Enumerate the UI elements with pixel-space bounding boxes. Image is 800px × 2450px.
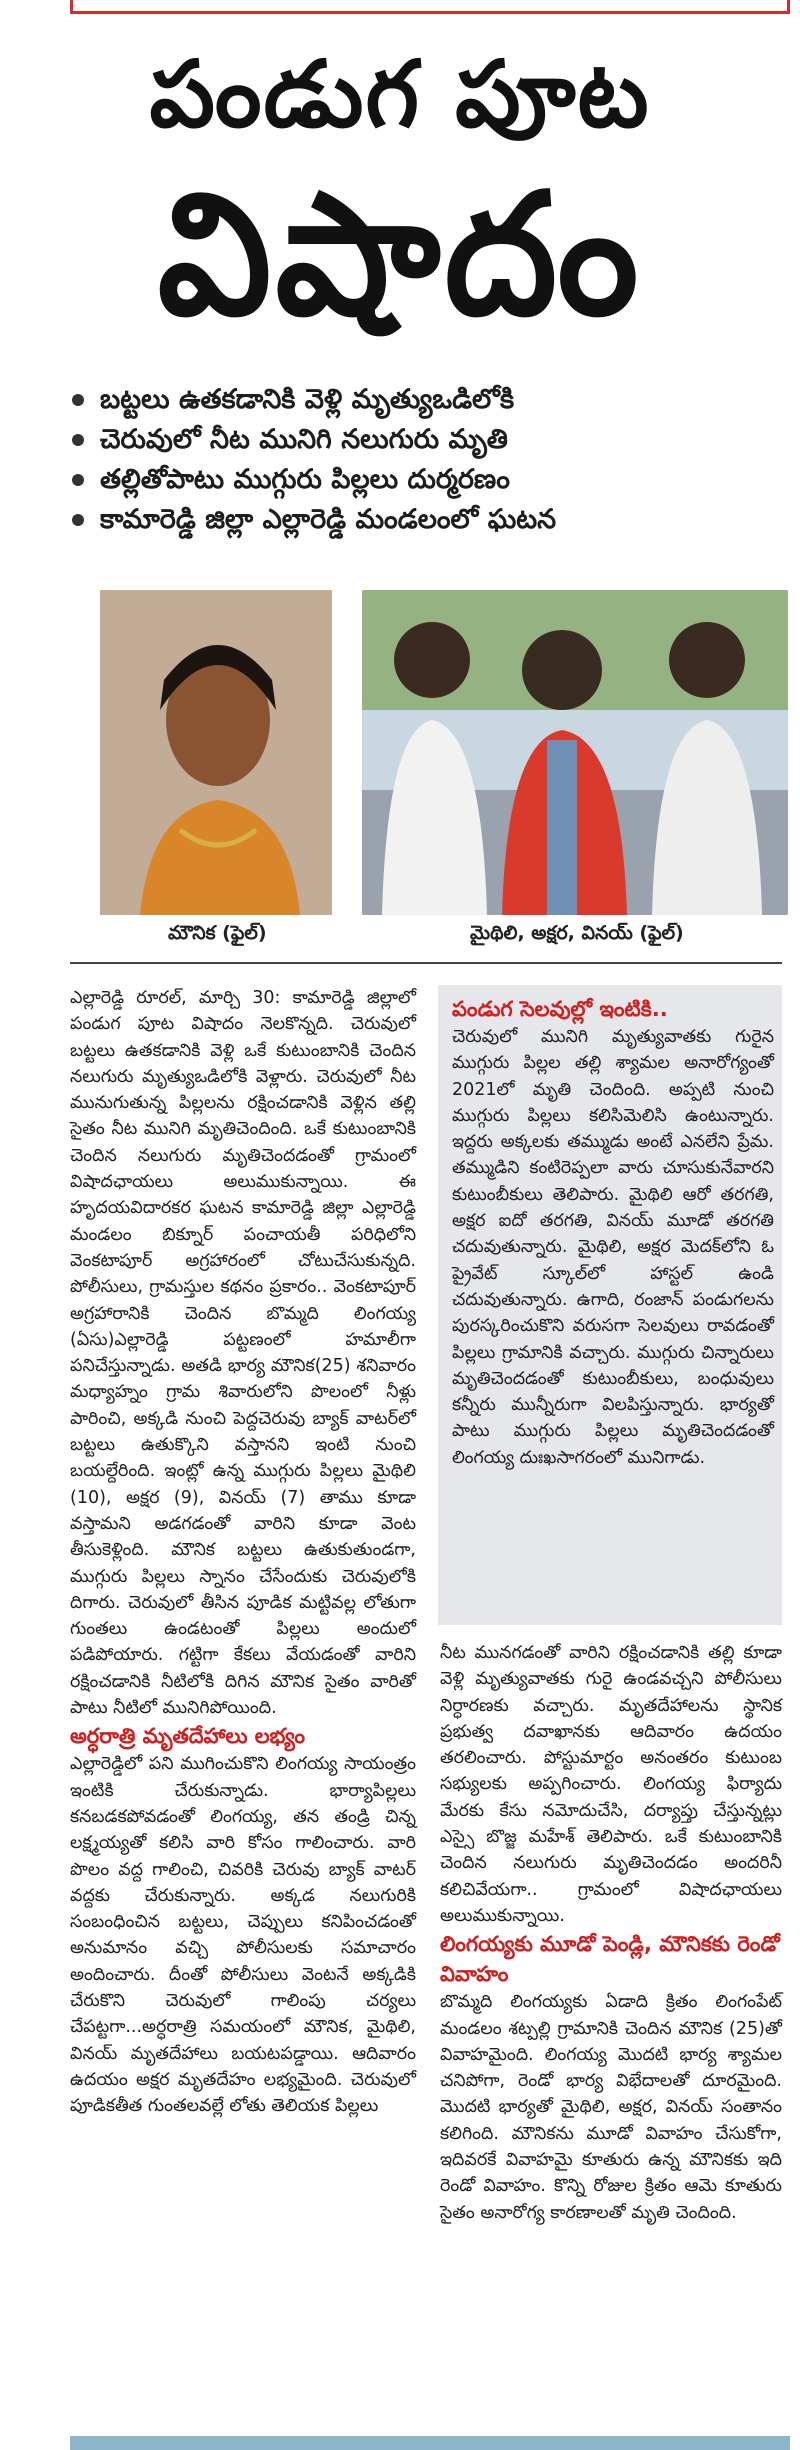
photo-mounika xyxy=(100,590,332,915)
left-column xyxy=(70,985,416,2119)
article-paragraph: నీట మునగడంతో వారిని రక్షించడానికి తల్లి కూడా వెళ్లి మృత్యువాతకు గురై ఉండవచ్చని పోలీసులు నిర్ధారణకు వచ్చారు. మృతదేహాలను స్థానిక ప్రభుత్వ దవాఖానకు ఆదివారం ఉదయం తరలించారు. పోస్టుమార్టం అనంతరం కుటుంబ సభ్యులకు అప్పగించారు. లింగయ్య ఫిర్యాదు మేరకు కేసు నమోదుచేసి, దర్యాప్తు చేస్తున్నట్లు ఎస్సై బొజ్జ మహేశ్ తెలిపారు. ఒకే కుటుంబానికి చెందిన నలుగురు మృతిచెందడం అందరినీ కలిచివేయగా.. గ్రామంలో విషాదఛాయలు అలుముకున్నాయి. xyxy=(440,1643,782,1926)
article-paragraph: చెరువులో మునిగి మృత్యువాతకు గురైన ముగ్గురు పిల్లల తల్లి శ్యామల అనారోగ్యంతో 2021లో మృతి చెందింది. అప్పటి నుంచి ముగ్గురు పిల్లలు కలిసిమెలిసి ఉంటున్నారు. ఇద్దరు అక్కలకు తమ్ముడు అంటే ఎనలేని ప్రేమ. తమ్ముడిని కంటిరెప్పలా వారు చూసుకునేవారని కుటుంబీకులు తెలిపారు. మైథిలి ఆరో తరగతి, అక్షర ఐదో తరగతి, వినయ్ మూడో తరగతి చదువుతున్నారు. మైథిలి, అక్షర మెదక్‌లోని ఓ ప్రైవేట్ స్కూల్‌లో హాస్టల్ ఉండి చదువుతున్నారు. ఉగాది, రంజాన్ పండుగలను పురస్కరించుకొని వరుసగా సెలవులు రావడంతో పిల్లలు గ్రామానికి వచ్చారు. ముగ్గురు చిన్నారులు మృతిచెందడంతో కుటుంబీకులు, బంధువులు కన్నీరు మున్నీరుగా విలపిస్తున్నారు. భార్యతో పాటు ముగ్గురు పిల్లలు మృతిచెందడంతో లింగయ్య దుఃఖసాగరంలో మునిగాడు. xyxy=(452,1027,774,1468)
sidebar-box-content xyxy=(452,994,774,1471)
photo-children xyxy=(362,590,788,915)
bullet-list xyxy=(72,380,772,540)
bullet-item: చెరువులో నీట మునిగి నలుగురు మృతి xyxy=(72,420,772,460)
headline-line-2: విషాదం xyxy=(157,156,643,353)
bullet-item: బట్టలు ఉతకడానికి వెళ్లి మృత్యుఒడిలోకి xyxy=(72,380,772,420)
caption-photo-2: మైథిలి, అక్షర, వినయ్ (ఫైల్) xyxy=(470,922,684,944)
bullet-dot-icon xyxy=(72,434,84,446)
bullet-dot-icon xyxy=(72,394,84,406)
bullet-item: తల్లితోపాటు ముగ్గురు పిల్లలు దుర్మరణం xyxy=(72,460,772,500)
subheading: పండుగ సెలవుల్లో ఇంటికి.. xyxy=(452,997,668,1021)
right-column xyxy=(440,1640,782,2226)
caption-photo-1: మౌనిక (ఫైల్) xyxy=(168,922,267,944)
subheading: లింగయ్యకు మూడో పెండ్లి, మౌనికకు రెండో వివాహం xyxy=(440,1932,780,1987)
top-border-rule xyxy=(70,0,790,14)
article-paragraph: ఎల్లారెడ్డి రూరల్, మార్చి 30: కామారెడ్డి జిల్లాలో పండుగ పూట విషాదం నెలకొన్నది. చెరువులో బట్టలు ఉతకడానికి వెళ్లి ఒకే కుటుంబానికి చెందిన నలుగురు మృత్యుఒడిలోకి వెళ్లారు. చెరువులో నీట మునుగుతున్న పిల్లలను రక్షించడానికి వెళ్లిన తల్లి సైతం నీట మునిగి మృతిచెందింది. ఒకే కుటుంబానికి చెందిన నలుగురు మృతిచెందడంతో గ్రామంలో విషాదఛాయలు అలుముకున్నాయి. ఈ హృదయవిదారకర ఘటన కామారెడ్డి జిల్లా ఎల్లారెడ్డి మండలం బిక్నూర్ పంచాయతీ పరిధిలోని వెంకటాపూర్ అగ్రహారంలో చోటుచేసుకున్నది. పోలీసులు, గ్రామస్తుల కథనం ప్రకారం.. వెంకటాపూర్ అగ్రహారానికి చెందిన బొమ్మది లింగయ్య (ఏసు)ఎల్లారెడ్డి పట్టణంలో హమాలీగా పనిచేస్తున్నాడు. అతడి భార్య మౌనిక(25) శనివారం మధ్యాహ్నం గ్రామ శివారులోని పొలంలో నీళ్లు పారించి, అక్కడి నుంచి పెద్దచెరువు బ్యాక్ వాటర్‌లో బట్టలు ఉతుక్కొని వస్తానని ఇంటి నుంచి బయల్దేరింది. ఇంట్లో ఉన్న ముగ్గురు పిల్లలు మైథిలి (10), అక్షర (9), వినయ్ (7) తాము కూడా వస్తామని అడగడంతో వారిని కూడా వెంట తీసుకెళ్లింది. మౌనిక బట్టలు ఉతుకుతుండగా, ముగ్గురు పిల్లలు స్నానం చేసేందుకు చెరువులోకి దిగారు. చెరువులో తీసిన పూడిక మట్టివల్ల లోతుగా గుంతలు ఉండటంతో పిల్లలు అందులో పడిపోయారు. గట్టిగా కేకలు వేయడంతో వారిని రక్షించడానికి నీటిలోకి దిగిన మౌనిక సైతం వారితో పాటు నీటిలో మునిగిపోయింది. xyxy=(70,988,416,1719)
bullet-item: కామారెడ్డి జిల్లా ఎల్లారెడ్డి మండలంలో ఘటన xyxy=(72,500,772,540)
article-paragraph: ఎల్లారెడ్డిలో పని ముగించుకొని లింగయ్య సాయంత్రం ఇంటికి చేరుకున్నాడు. భార్యాపిల్లలు కనబడకపోవడంతో లింగయ్య, తన తండ్రి చిన్న లక్ష్మయ్యతో కలిసి వారి కోసం గాలించారు. వారి పొలం వద్ద గాలించి, చివరికి చెరువు బ్యాక్ వాటర్ వద్దకు చేరుకున్నారు. అక్కడ నలుగురికి సంబంధించిన బట్టలు, చెప్పులు కనిపించడంతో అనుమానం వచ్చి పోలీసులకు సమాచారం అందించారు. దీంతో పోలీసులు వెంటనే అక్కడికి చేరుకొని చెరువులో గాలింపు చర్యలు చేపట్టగా...అర్ధరాత్రి సమయంలో మౌనిక, మైథిలి, వినయ్ మృతదేహాలు బయటపడ్డాయి. ఆదివారం ఉదయం అక్షర మృతదేహం లభ్యమైంది. చెరువులో పూడికతీత గుంతలవల్లే లోతు తెలియక పిల్లలు xyxy=(70,1754,416,2117)
bullet-dot-icon xyxy=(72,474,84,486)
bullet-dot-icon xyxy=(72,514,84,526)
footer-image-strip xyxy=(70,2436,790,2450)
section-divider xyxy=(70,962,782,964)
headline-line-1: పండుగ పూట xyxy=(149,41,651,148)
article-paragraph: బొమ్మది లింగయ్యకు ఏడాది క్రితం లింగంపేట్ మండలం శట్పల్లి గ్రామానికి చెందిన మౌనిక (25)తో వివాహమైంది. లింగయ్య మొదటి భార్య శ్యామల చనిపోగా, రెండో భార్య విభేదాలతో దూరమైంది. మొదటి భార్యతో మైథిలి, అక్షర, వినయ్ సంతానం కలిగింది. మౌనికను మూడో వివాహం చేసుకోగా, ఇదివరకే వివాహమై కూతురు ఉన్న మౌనికకు ఇది రెండో వివాహం. కొన్ని రోజుల క్రితం ఆమె కూతురు సైతం అనారోగ్య కారణాలతో మృతి చెందింది. xyxy=(440,1992,782,2223)
subheading: అర్ధరాత్రి మృతదేహాలు లభ్యం xyxy=(70,1724,305,1749)
